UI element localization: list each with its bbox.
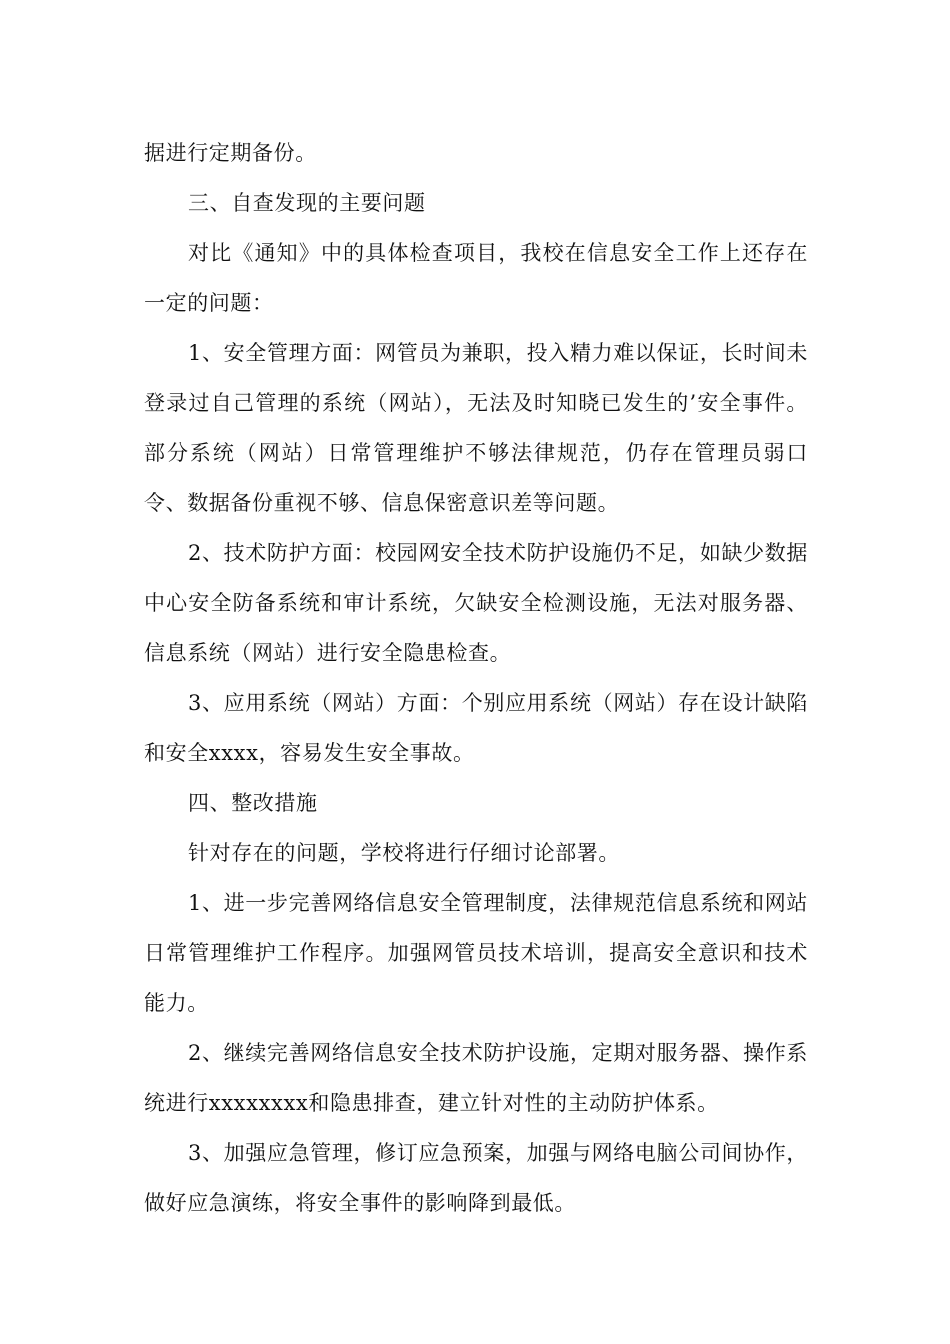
paragraph-intro: 对比《通知》中的具体检查项目，我校在信息安全工作上还存在一定的问题： (144, 241, 808, 315)
paragraph-issue-2: 2、技术防护方面：校园网安全技术防护设施仍不足，如缺少数据中心安全防备系统和审计系统，欠缺安全检测设施，无法对服务器、信息系统（网站）进行安全隐患检查。 (144, 541, 808, 665)
paragraph-issue-3: 3、应用系统（网站）方面：个别应用系统（网站）存在设计缺陷和安全xxxx，容易发生安全事故。 (144, 691, 808, 765)
paragraph-issue-1: 1、安全管理方面：网管员为兼职，投入精力难以保证，长时间未登录过自己管理的系统（网站），无法及时知晓已发生的’安全事件。部分系统（网站）日常管理维护不够法律规范，仍存在管理员弱口令、数据备份重视不够、信息保密意识差等问题。 (144, 341, 808, 515)
paragraph-measure-1: 1、进一步完善网络信息安全管理制度，法律规范信息系统和网站日常管理维护工作程序。加强网管员技术培训，提高安全意识和技术能力。 (144, 891, 808, 1015)
paragraph-measure-2: 2、继续完善网络信息安全技术防护设施，定期对服务器、操作系统进行xxxxxxxx和隐患排查，建立针对性的主动防护体系。 (144, 1041, 808, 1115)
paragraph-continuation: 据进行定期备份。 (144, 141, 317, 165)
paragraph-measures-intro: 针对存在的问题，学校将进行仔细讨论部署。 (188, 841, 620, 865)
section-heading-4: 四、整改措施 (188, 791, 318, 815)
section-heading-3: 三、自查发现的主要问题 (188, 191, 426, 215)
document-body (144, 128, 808, 1228)
paragraph-measure-3: 3、加强应急管理，修订应急预案，加强与网络电脑公司间协作，做好应急演练，将安全事件的影响降到最低。 (144, 1141, 808, 1215)
